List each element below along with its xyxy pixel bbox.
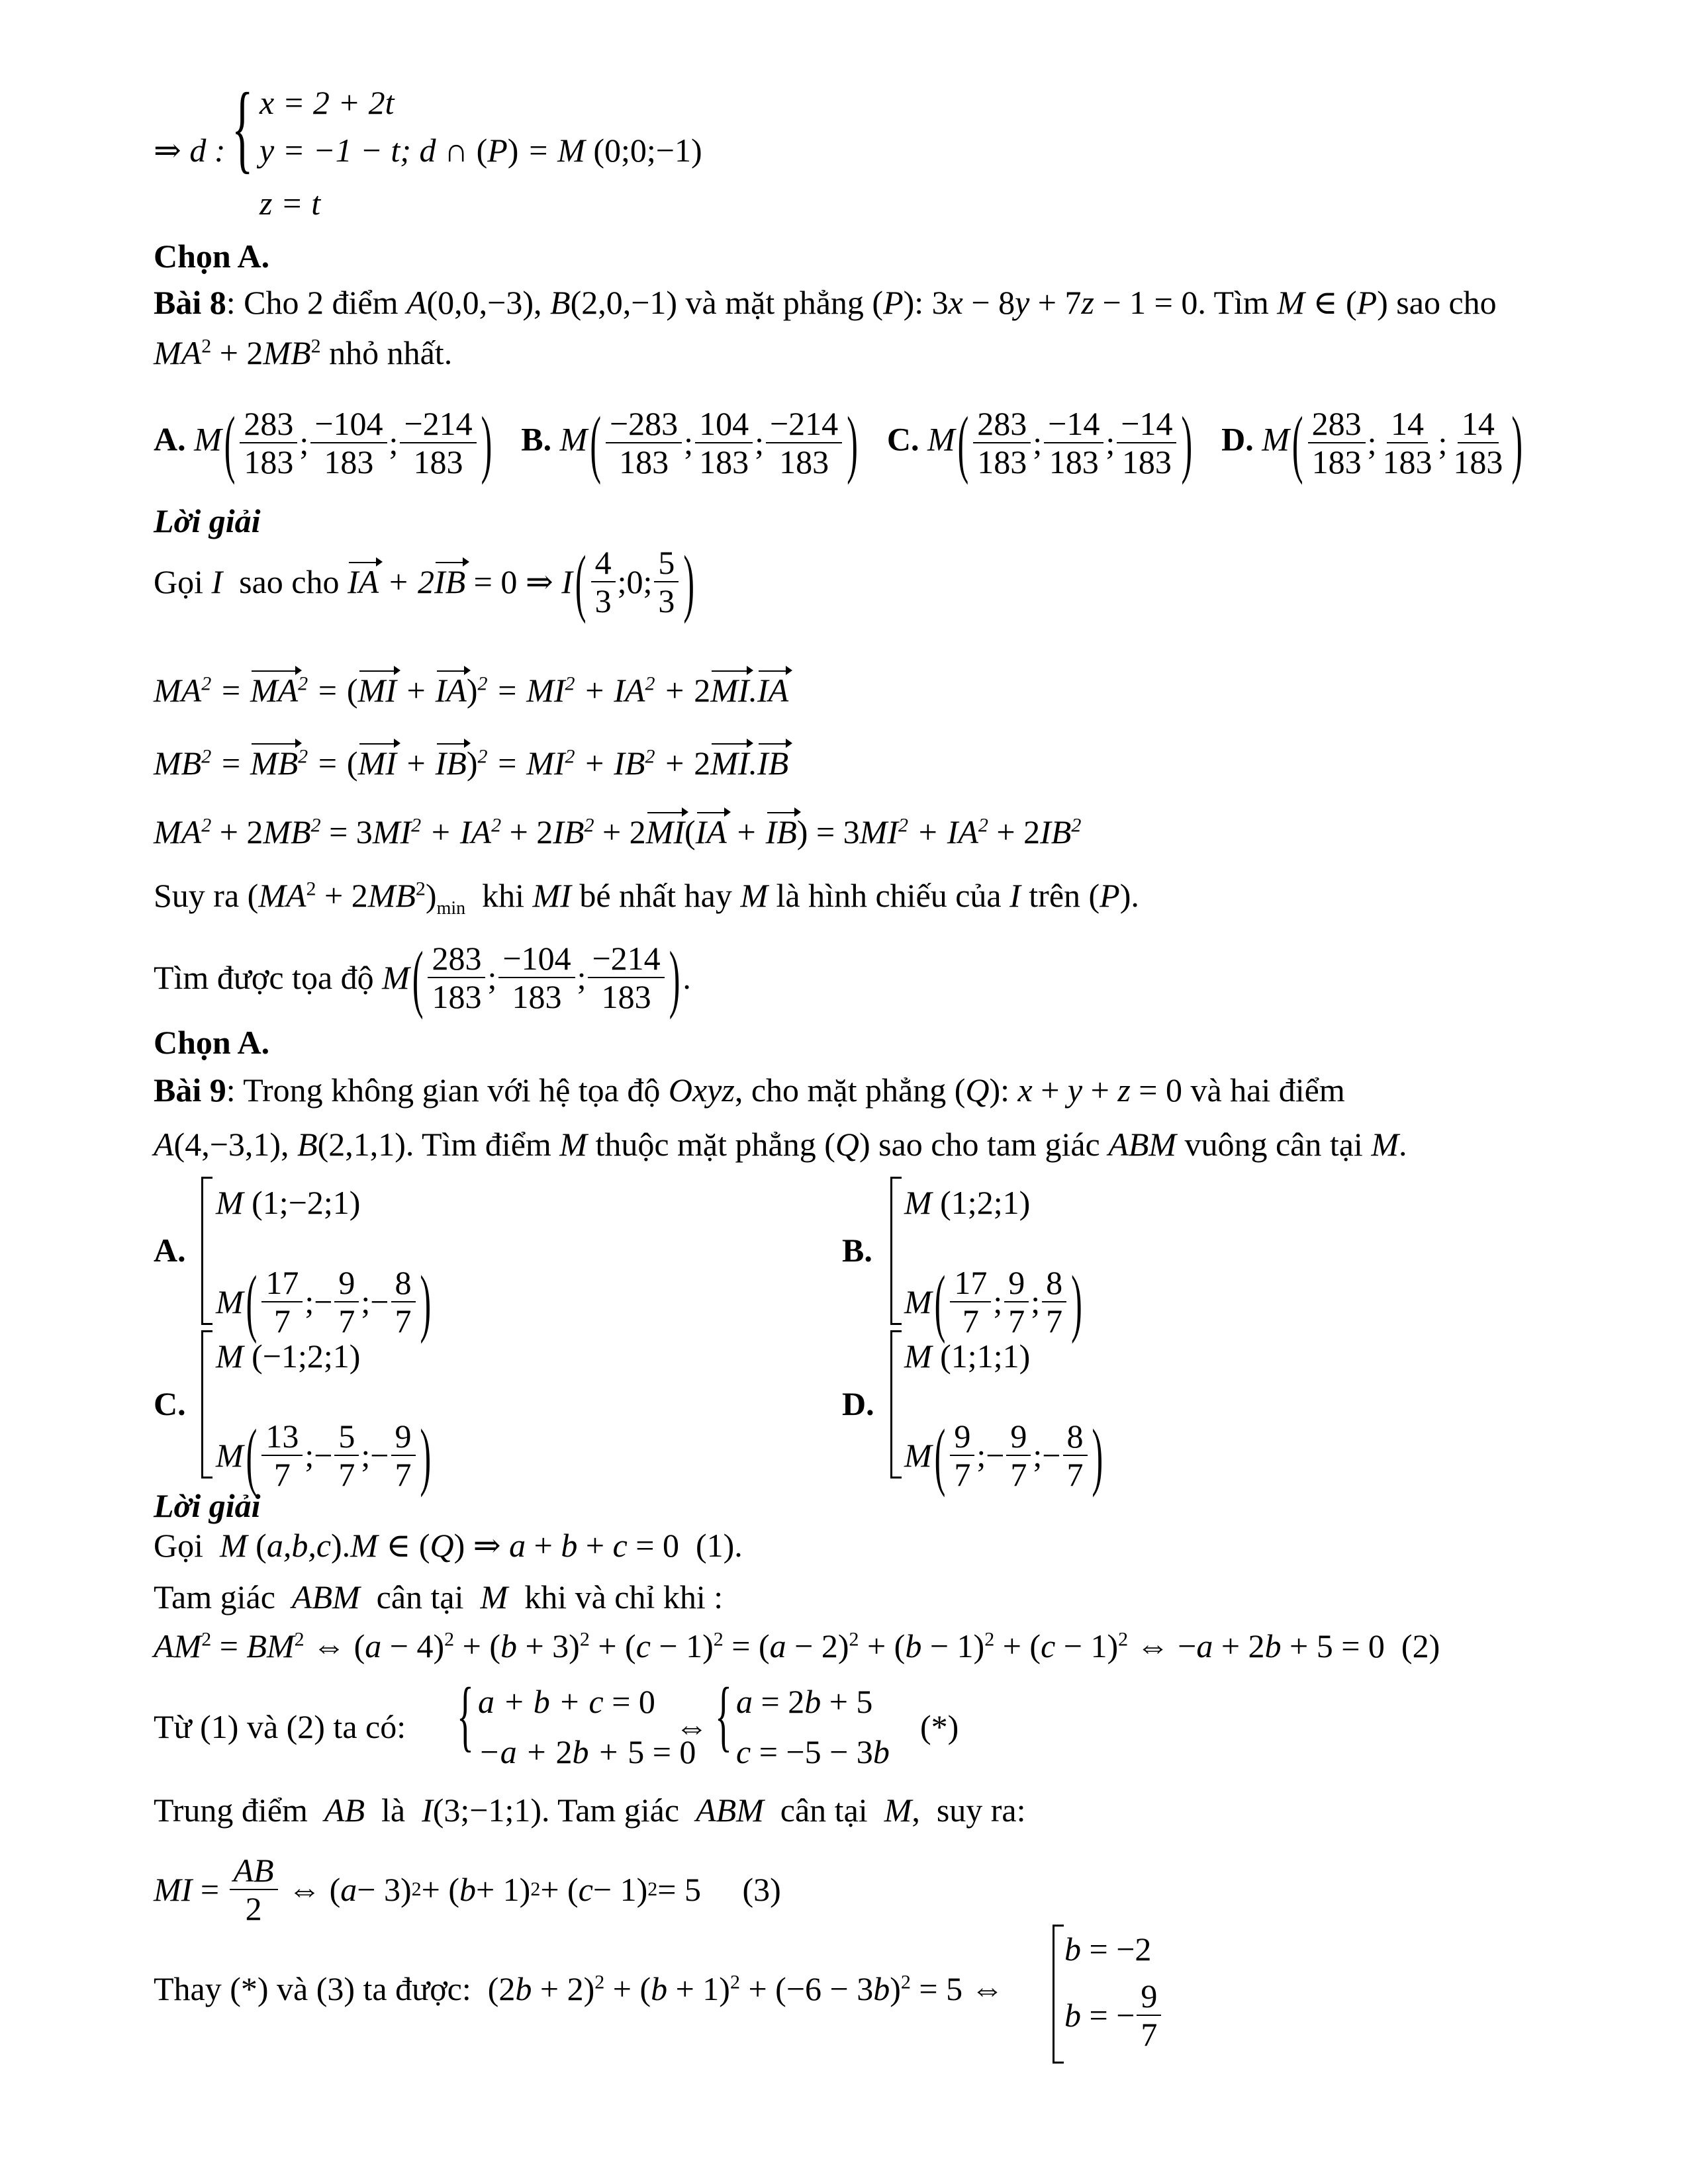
- option-bracket: [890, 1177, 892, 1325]
- bai8-statement-2: $MA^2 + 2MB^2$ nhỏ nhất.: [154, 334, 453, 371]
- bai9-s7: Thay (*) và (3) ta được: $(2b + 2)^2 + (b + 1)^2 + (-6 - 3b)^2 = 5$ ⇔: [154, 1970, 1004, 2007]
- sys-brace-2: {: [715, 1671, 732, 1759]
- bai8-suy-ra: Suy ra $(MA^2 + 2MB^2)_{min}$ khi MI bé nhất hay M là hình chiếu của I trên (P).: [154, 877, 1139, 919]
- bai8-option-a[interactable]: A. M ( $\frac{283}{183}$ ; $\frac{-104}{183}$ ; $\frac{-214}{183}$ ): [154, 400, 492, 486]
- bai9-statement-2: A(4,−3,1), B(2,1,1). Tìm điểm M thuộc mặt phẳng (Q) sao cho tam giác ABM vuông cân tại M.: [154, 1126, 1407, 1163]
- bai9-statement: Bài 9: Trong không gian với hệ tọa độ Oxyz, cho mặt phẳng (Q): x + y + z = 0 và hai điểm: [154, 1071, 1345, 1109]
- option-bracket: [890, 1330, 892, 1479]
- bai8-eq1: $MA^2 = MA^2 = (MI + IA)^2 = MI^2 + IA^2 + 2MI.IA$: [154, 672, 789, 709]
- option-bracket: [201, 1177, 203, 1325]
- system-line-2: y = −1 − t; d ∩ (P) = M (0;0;−1): [259, 132, 702, 169]
- result-bracket: [1053, 1925, 1055, 2064]
- bai8-statement: Bài 8: Cho 2 điểm A(0,0,−3), B(2,0,−1) và mặt phẳng (P): 3x − 8y + 7z − 1 = 0. Tìm M ∈ (P) sao cho: [154, 284, 1497, 321]
- sys-brace-1: {: [457, 1671, 474, 1759]
- system-line-1: x = 2 + 2t: [259, 84, 395, 121]
- bai8-option-b[interactable]: B. M ( $\frac{-283}{183}$ ; $\frac{104}{183}$ ; $\frac{-214}{183}$ ): [521, 400, 858, 486]
- bai8-option-c[interactable]: C. M ( $\frac{283}{183}$ ; $\frac{-14}{183}$ ; $\frac{-14}{183}$ ): [886, 400, 1193, 486]
- bai9-s4: Từ (1) và (2) ta có:: [154, 1708, 406, 1745]
- bai9-loi-giai: Lời giải: [154, 1487, 261, 1524]
- result-b1: b = −2: [1064, 1931, 1152, 1968]
- system-line-3: z = t: [259, 185, 321, 222]
- bai9-s6: MI = $\frac{AB}{2}$ ⇔ ( a − 3) 2 + ( b + 1) 2 + ( c − 1) 2 = 5 (3): [154, 1852, 781, 1927]
- bai8-loi-giai: Lời giải: [154, 502, 261, 539]
- document-page: ⇒ d : { x = 2 + 2t y = −1 − t; d ∩ (P) = M (0;0;−1) z = t Chọn A. Bài 8: Cho 2 điểm A(0,0,−3), B(2,0,−1) và mặt phẳng (P): 3x − 8y + 7z − 1 = 0. Tìm M ∈ (P) sao cho $MA^2 + 2MB^2$ nhỏ nhất. A. M ( $\frac{283}{183}$ ; $\frac{-104}{183}$ ; $\frac{-214}{183}$ ) B. M ( $\frac{-283}{183}$ ; $\frac{104}{183}$ ; $\frac{-214}{183}$ ) C. M ( $\frac{283}{183}$ ; $\frac{-14}{183}$ ; $\frac{-14}{183}$ ) D. M ( $\frac{283}{183}$ ; $\frac{14}{183}$ ; $\frac{14}{183}$ ) Lời giải Gọi I sao cho IA + 2IB = 0 ⇒ I ( $\frac{4}{3}$ ;0; $\frac{5}{3}$ ) $MA^2 = MA^2 = (MI + IA)^2 = MI^2 + IA^2 + 2MI.IA$ $MB^2 = MB^2 = (MI + IB)^2 = MI^2 + IB^2 + 2MI.IB$ $MA^2 + 2MB^2 = 3MI^2 + IA^2 + 2IB^2 + 2MI(IA + IB) = 3MI^2 + IA^2 + 2IB^2$ Suy ra $(MA^2 + 2MB^2)_{min}$ khi MI bé nhất hay M là hình chiếu của I trên (P). Tìm được tọa độ M ( $\frac{283}{183}$ ; $\frac{-104}{183}$ ; $\frac{-214}{183}$ ) . Chọn A. Bài 9: Trong không gian với hệ tọa độ Oxyz, cho mặt phẳng (Q): x + y + z = 0 và hai điểm A(4,−3,1), B(2,1,1). Tìm điểm M thuộc mặt phẳng (Q) sao cho tam giác ABM vuông cân tại M. A. M (1;−2;1) M ( $\frac{17}{7}$ ;− $\frac{9}{7}$ ;− $\frac{8}{7}$ ) B. M (1;2;1) M ( $\frac{17}{7}$ ; $\frac{9}{7}$ ; $\frac{8}{7}$ ) C. M (−1;2;1) M ( $\frac{13}{7}$ ;− $\frac{5}{7}$ ;− $\frac{9}{7}$ ) D. M (1;1;1) M ( $\frac{9}{7}$ ;− $\frac{9}{7}$ ;− $\frac{8}{7}$ ) Lời giải Gọi M (a,b,c).M ∈ (Q) ⇒ a + b + c = 0 (1). Tam giác ABM cân tại M khi và chỉ khi : $AM^2 = BM^2$ ⇔ $(a - 4)^2 + (b + 3)^2 + (c - 1)^2 = (a - 2)^2 + (b - 1)^2 + (c - 1)^2$ ⇔ −a + 2b + 5 = 0 (2) Từ (1) và (2) ta có: { a + b + c = 0 −a + 2b + 5 = 0 ⇔ { a = 2b + 5 c = −5 − 3b (*) Trung điểm AB là I(3;−1;1). Tam giác ABM cân tại M, suy ra: MI = $\frac{AB}{2}$ ⇔ ( a − 3) 2 + ( b + 1) 2 + ( c − 1) 2 = 5 (3) Thay (*) và (3) ta được: $(2b + 2)^2 + (b + 1)^2 + (-6 - 3b)^2 = 5$ ⇔ b = −2 b = − $\frac{9}{7}$: [0, 0, 1688, 2184]
- bai8-option-d[interactable]: D. M ( $\frac{283}{183}$ ; $\frac{14}{183}$ ; $\frac{14}{183}$ ): [1221, 400, 1523, 486]
- bai8-choose: Chọn A.: [154, 1024, 270, 1061]
- bai9-s2: Tam giác ABM cân tại M khi và chỉ khi :: [154, 1578, 724, 1615]
- implies-d: ⇒ d :: [154, 132, 226, 169]
- bai9-s5: Trung điểm AB là I(3;−1;1). Tam giác ABM cân tại M, suy ra:: [154, 1792, 1026, 1829]
- choose-answer-1: Chọn A.: [154, 238, 270, 275]
- bai8-tim-duoc: Tìm được tọa độ M ( $\frac{283}{183}$ ; $\frac{-104}{183}$ ; $\frac{-214}{183}$ ) .: [154, 934, 691, 1021]
- result-b2: b = − $\frac{9}{7}$: [1064, 1978, 1163, 2053]
- bai8-options: [154, 400, 1525, 486]
- option-bracket: [201, 1330, 203, 1479]
- bai8-goi: Gọi I sao cho IA + 2IB = 0 ⇒ I ( $\frac{4}{3}$ ;0; $\frac{5}{3}$ ): [154, 539, 695, 625]
- bai8-eq2: $MB^2 = MB^2 = (MI + IB)^2 = MI^2 + IB^2 + 2MI.IB$: [154, 745, 789, 782]
- bai8-eq3: $MA^2 + 2MB^2 = 3MI^2 + IA^2 + 2IB^2 + 2MI(IA + IB) = 3MI^2 + IA^2 + 2IB^2$: [154, 813, 1082, 850]
- bai9-s1: Gọi M (a,b,c).M ∈ (Q) ⇒ a + b + c = 0 (1).: [154, 1527, 743, 1564]
- system-brace: {: [232, 73, 254, 183]
- bai9-s3: $AM^2 = BM^2$ ⇔ $(a - 4)^2 + (b + 3)^2 + (c - 1)^2 = (a - 2)^2 + (b - 1)^2 + (c - 1)^2$ ⇔ −a + 2b + 5 = 0 (2): [154, 1627, 1440, 1664]
